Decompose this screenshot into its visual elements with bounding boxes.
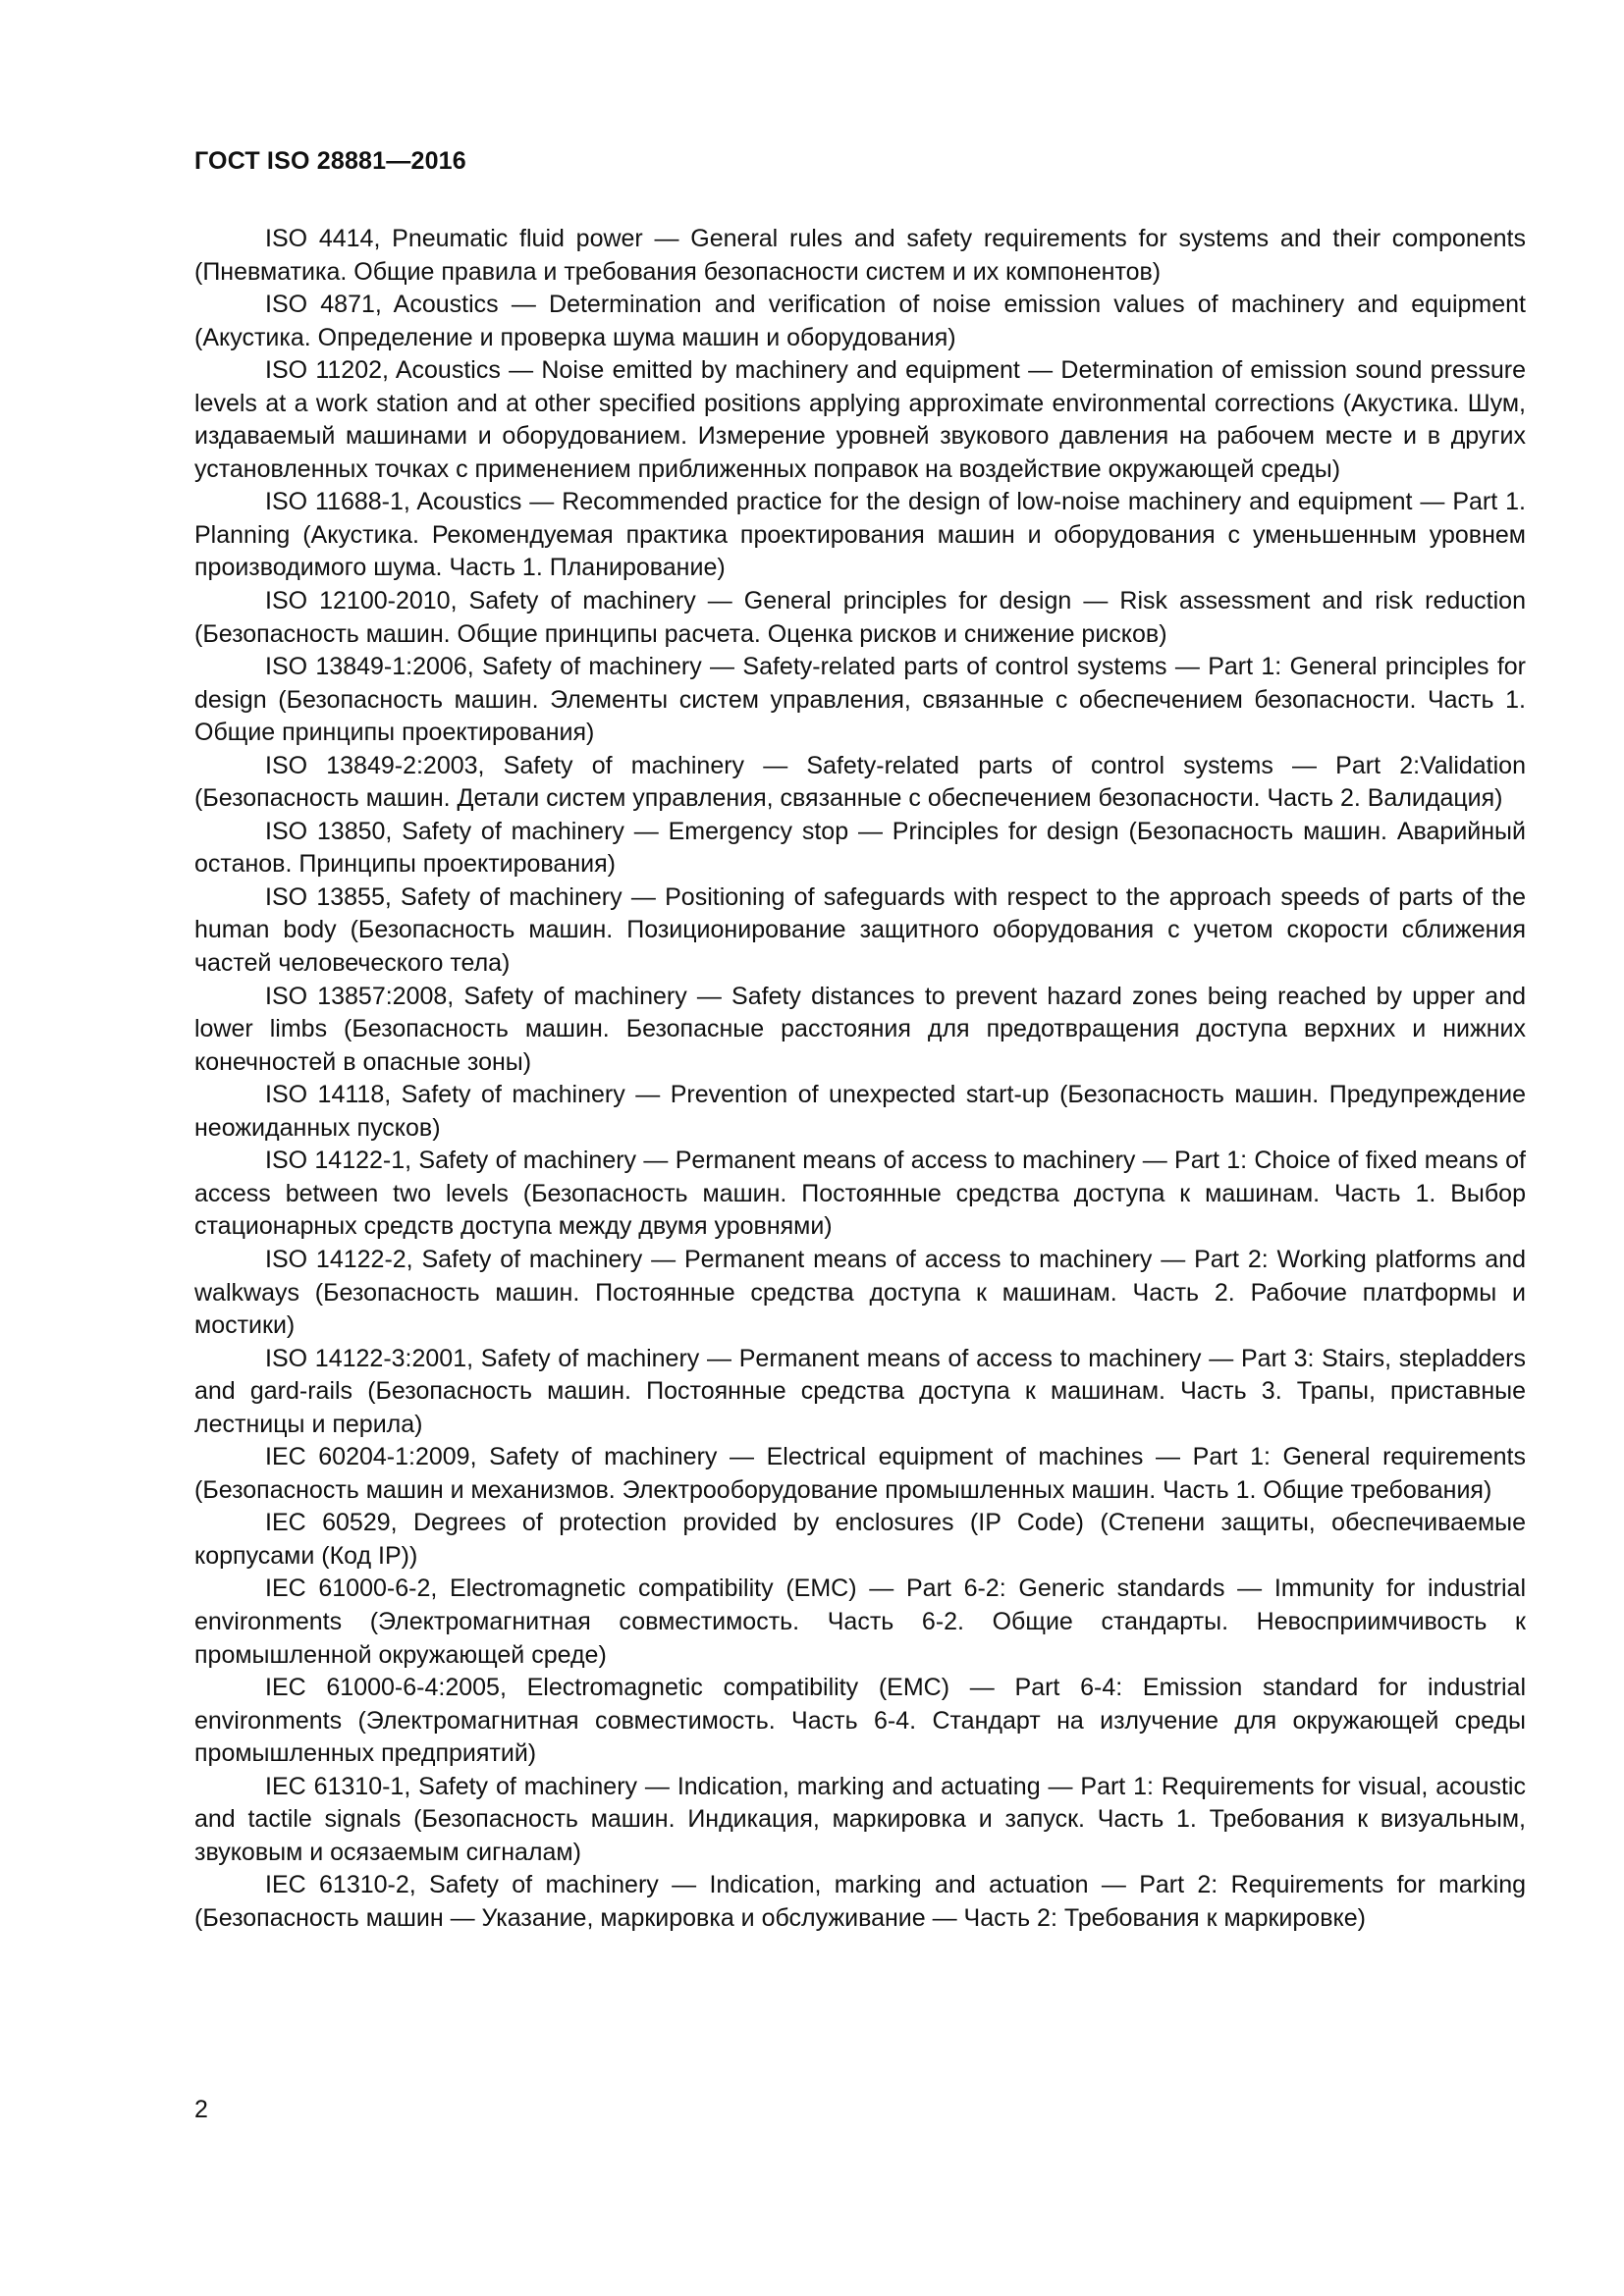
reference-iso-11202: ISO 11202, Acoustics — Noise emitted by machinery and equipment — Determination of emission sound pressure levels at a work station and at other specified positions applying approximate environmental corrections (Акустика. Шум, издаваемый машинами и оборудованием. Измерение уровней звукового давления на рабочем месте и в других установленных точках с применением приближенных поправок на воздействие окружающей среды) xyxy=(194,356,1526,483)
page-header-standard-designation: ГОСТ ISO 28881—2016 xyxy=(194,147,466,175)
reference-iso-12100: ISO 12100-2010, Safety of machinery — General principles for design — Risk assessment and risk reduction (Безопасность машин. Общие принципы расчета. Оценка рисков и снижение рисков) xyxy=(194,587,1526,648)
page-number: 2 xyxy=(194,2096,208,2123)
reference-iec-61000-6-4: IEC 61000-6-4:2005, Electromagnetic compatibility (EMC) — Part 6-4: Emission standard for industrial environments (Электромагнитная совместимость. Часть 6-4. Стандарт на излучение для окружающей среды промышленных предприятий) xyxy=(194,1674,1526,1768)
reference-iso-4871: ISO 4871, Acoustics — Determination and verification of noise emission values of machinery and equipment (Акустика. Определение и проверка шума машин и оборудования) xyxy=(194,291,1526,351)
reference-iso-4414: ISO 4414, Pneumatic fluid power — General rules and safety requirements for systems and their components (Пневматика. Общие правила и требования безопасности систем и их компонентов) xyxy=(194,225,1526,286)
reference-iec-61000-6-2: IEC 61000-6-2, Electromagnetic compatibility (EMC) — Part 6-2: Generic standards — Immunity for industrial environments (Электромагнитная совместимость. Часть 6-2. Общие стандарты. Невосприимчивость к промышленной окружающей среде) xyxy=(194,1575,1526,1669)
reference-iso-13857: ISO 13857:2008, Safety of machinery — Safety distances to prevent hazard zones being reached by upper and lower limbs (Безопасность машин. Безопасные расстояния для предотвращения доступа верхних и нижних конечностей в опасные зоны) xyxy=(194,982,1526,1076)
reference-iec-61310-1: IEC 61310-1, Safety of machinery — Indication, marking and actuating — Part 1: Requirements for visual, acoustic and tactile signals (Безопасность машин. Индикация, маркировка и запуск. Часть 1. Требования к визуальным, звуковым и осязаемым сигналам) xyxy=(194,1772,1526,1866)
reference-iso-13850: ISO 13850, Safety of machinery — Emergency stop — Principles for design (Безопасность машин. Аварийный останов. Принципы проектирования) xyxy=(194,817,1526,879)
reference-iec-60204-1: IEC 60204-1:2009, Safety of machinery — Electrical equipment of machines — Part 1: General requirements (Безопасность машин и механизмов. Электрооборудование промышленных машин. Часть 1. Общие требования) xyxy=(194,1443,1526,1504)
reference-iso-14122-3: ISO 14122-3:2001, Safety of machinery — Permanent means of access to machinery — Part 3: Stairs, stepladders and gard-rails (Безопасность машин. Постоянные средства доступа к машинам. Часть 3. Трапы, приставные лестницы и перила) xyxy=(194,1344,1526,1438)
normative-references-list xyxy=(194,223,1526,1935)
reference-iso-13855: ISO 13855, Safety of machinery — Positioning of safeguards with respect to the approach speeds of parts of the human body (Безопасность машин. Позиционирование защитного оборудования с учетом скорости сближения частей человеческого тела) xyxy=(194,882,1526,978)
reference-iec-60529: IEC 60529, Degrees of protection provided by enclosures (IP Code) (Степени защиты, обеспечиваемые корпусами (Код IP)) xyxy=(194,1509,1526,1570)
reference-iso-13849-1: ISO 13849-1:2006, Safety of machinery — Safety-related parts of control systems — Part 1: General principles for design (Безопасность машин. Элементы систем управления, связанные с обеспечением безопасности. Часть 1. Общие принципы проектирования) xyxy=(194,653,1526,747)
reference-iso-11688-1: ISO 11688-1, Acoustics — Recommended practice for the design of low-noise machinery and equipment — Part 1. Planning (Акустика. Рекомендуемая практика проектирования машин и оборудования с уменьшенным уровнем производимого шума. Часть 1. Планирование) xyxy=(194,488,1526,582)
reference-iso-14118: ISO 14118, Safety of machinery — Prevention of unexpected start-up (Безопасность машин. Предупреждение неожиданных пусков) xyxy=(194,1081,1526,1142)
reference-iso-13849-2: ISO 13849-2:2003, Safety of machinery — Safety-related parts of control systems — Part 2:Validation (Безопасность машин. Детали систем управления, связанные с обеспечением безопасности. Часть 2. Валидация) xyxy=(194,751,1526,813)
reference-iec-61310-2: IEC 61310-2, Safety of machinery — Indication, marking and actuation — Part 2: Requirements for marking (Безопасность машин — Указание, маркировка и обслуживание — Часть 2: Требования к маркировке) xyxy=(194,1871,1526,1932)
reference-iso-14122-1: ISO 14122-1, Safety of machinery — Permanent means of access to machinery — Part 1: Choice of fixed means of access between two levels (Безопасность машин. Постоянные средства доступа к машинам. Часть 1. Выбор стационарных средств доступа между двумя уровнями) xyxy=(194,1147,1526,1241)
reference-iso-14122-2: ISO 14122-2, Safety of machinery — Permanent means of access to machinery — Part 2: Working platforms and walkways (Безопасность машин. Постоянные средства доступа к машинам. Часть 2. Рабочие платформы и мостики) xyxy=(194,1245,1526,1340)
